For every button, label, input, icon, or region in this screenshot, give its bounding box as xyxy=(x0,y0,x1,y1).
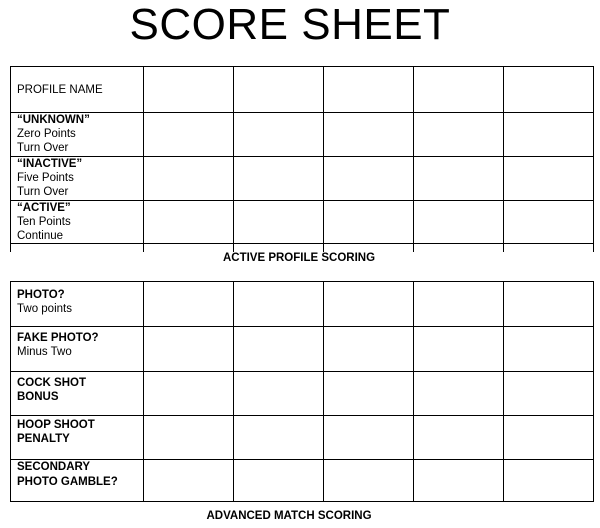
score-cell[interactable] xyxy=(414,416,504,460)
score-cell[interactable] xyxy=(234,327,324,372)
active-profile-table xyxy=(10,66,594,252)
page-title: SCORE SHEET xyxy=(129,0,451,49)
score-cell[interactable] xyxy=(144,460,234,502)
score-cell[interactable] xyxy=(324,460,414,502)
score-cell[interactable] xyxy=(234,372,324,416)
tick-mark xyxy=(504,244,594,253)
tick-mark xyxy=(11,244,144,253)
score-cell[interactable] xyxy=(144,113,234,157)
advanced-match-caption: ADVANCED MATCH SCORING xyxy=(206,510,372,522)
score-cell[interactable] xyxy=(414,201,504,244)
unknown-row-label: “UNKNOWN” Zero Points Turn Over xyxy=(11,113,144,157)
score-cell[interactable] xyxy=(144,201,234,244)
score-cell[interactable] xyxy=(504,416,594,460)
score-cell[interactable] xyxy=(414,460,504,502)
active-profile-caption: ACTIVE PROFILE SCORING xyxy=(222,252,376,264)
score-cell[interactable] xyxy=(144,157,234,201)
score-cell[interactable] xyxy=(414,67,504,113)
score-cell[interactable] xyxy=(234,201,324,244)
score-cell[interactable] xyxy=(234,113,324,157)
score-cell[interactable] xyxy=(234,416,324,460)
score-cell[interactable] xyxy=(144,372,234,416)
photo-row-label: PHOTO? Two points xyxy=(11,282,144,327)
score-cell[interactable] xyxy=(324,416,414,460)
score-cell[interactable] xyxy=(504,113,594,157)
score-cell[interactable] xyxy=(504,67,594,113)
score-cell[interactable] xyxy=(414,372,504,416)
score-cell[interactable] xyxy=(504,372,594,416)
score-cell[interactable] xyxy=(324,282,414,327)
score-cell[interactable] xyxy=(324,113,414,157)
score-cell[interactable] xyxy=(324,67,414,113)
score-cell[interactable] xyxy=(504,327,594,372)
tick-mark xyxy=(324,244,414,253)
secondary-photo-gamble-label: SECONDARY PHOTO GAMBLE? xyxy=(11,460,144,502)
score-cell[interactable] xyxy=(144,416,234,460)
advanced-match-table xyxy=(10,281,594,502)
active-row-label: “ACTIVE” Ten Points Continue xyxy=(11,201,144,244)
hoop-shoot-penalty-label: HOOP SHOOT PENALTY xyxy=(11,416,144,460)
score-cell[interactable] xyxy=(144,67,234,113)
score-cell[interactable] xyxy=(144,282,234,327)
tick-mark xyxy=(144,244,234,253)
score-cell[interactable] xyxy=(234,282,324,327)
score-cell[interactable] xyxy=(414,157,504,201)
score-cell[interactable] xyxy=(234,67,324,113)
inactive-row-label: “INACTIVE” Five Points Turn Over xyxy=(11,157,144,201)
score-cell[interactable] xyxy=(504,460,594,502)
profile-name-label: PROFILE NAME xyxy=(11,67,144,113)
cock-shot-bonus-label: COCK SHOT BONUS xyxy=(11,372,144,416)
score-cell[interactable] xyxy=(324,372,414,416)
fake-photo-row-label: FAKE PHOTO? Minus Two xyxy=(11,327,144,372)
tick-mark xyxy=(234,244,324,253)
score-cell[interactable] xyxy=(324,201,414,244)
score-cell[interactable] xyxy=(414,282,504,327)
score-cell[interactable] xyxy=(234,460,324,502)
score-cell[interactable] xyxy=(504,157,594,201)
score-cell[interactable] xyxy=(144,327,234,372)
score-cell[interactable] xyxy=(324,327,414,372)
score-cell[interactable] xyxy=(324,157,414,201)
score-cell[interactable] xyxy=(504,282,594,327)
score-cell[interactable] xyxy=(234,157,324,201)
score-cell[interactable] xyxy=(414,113,504,157)
tick-mark xyxy=(414,244,504,253)
score-cell[interactable] xyxy=(504,201,594,244)
score-cell[interactable] xyxy=(414,327,504,372)
